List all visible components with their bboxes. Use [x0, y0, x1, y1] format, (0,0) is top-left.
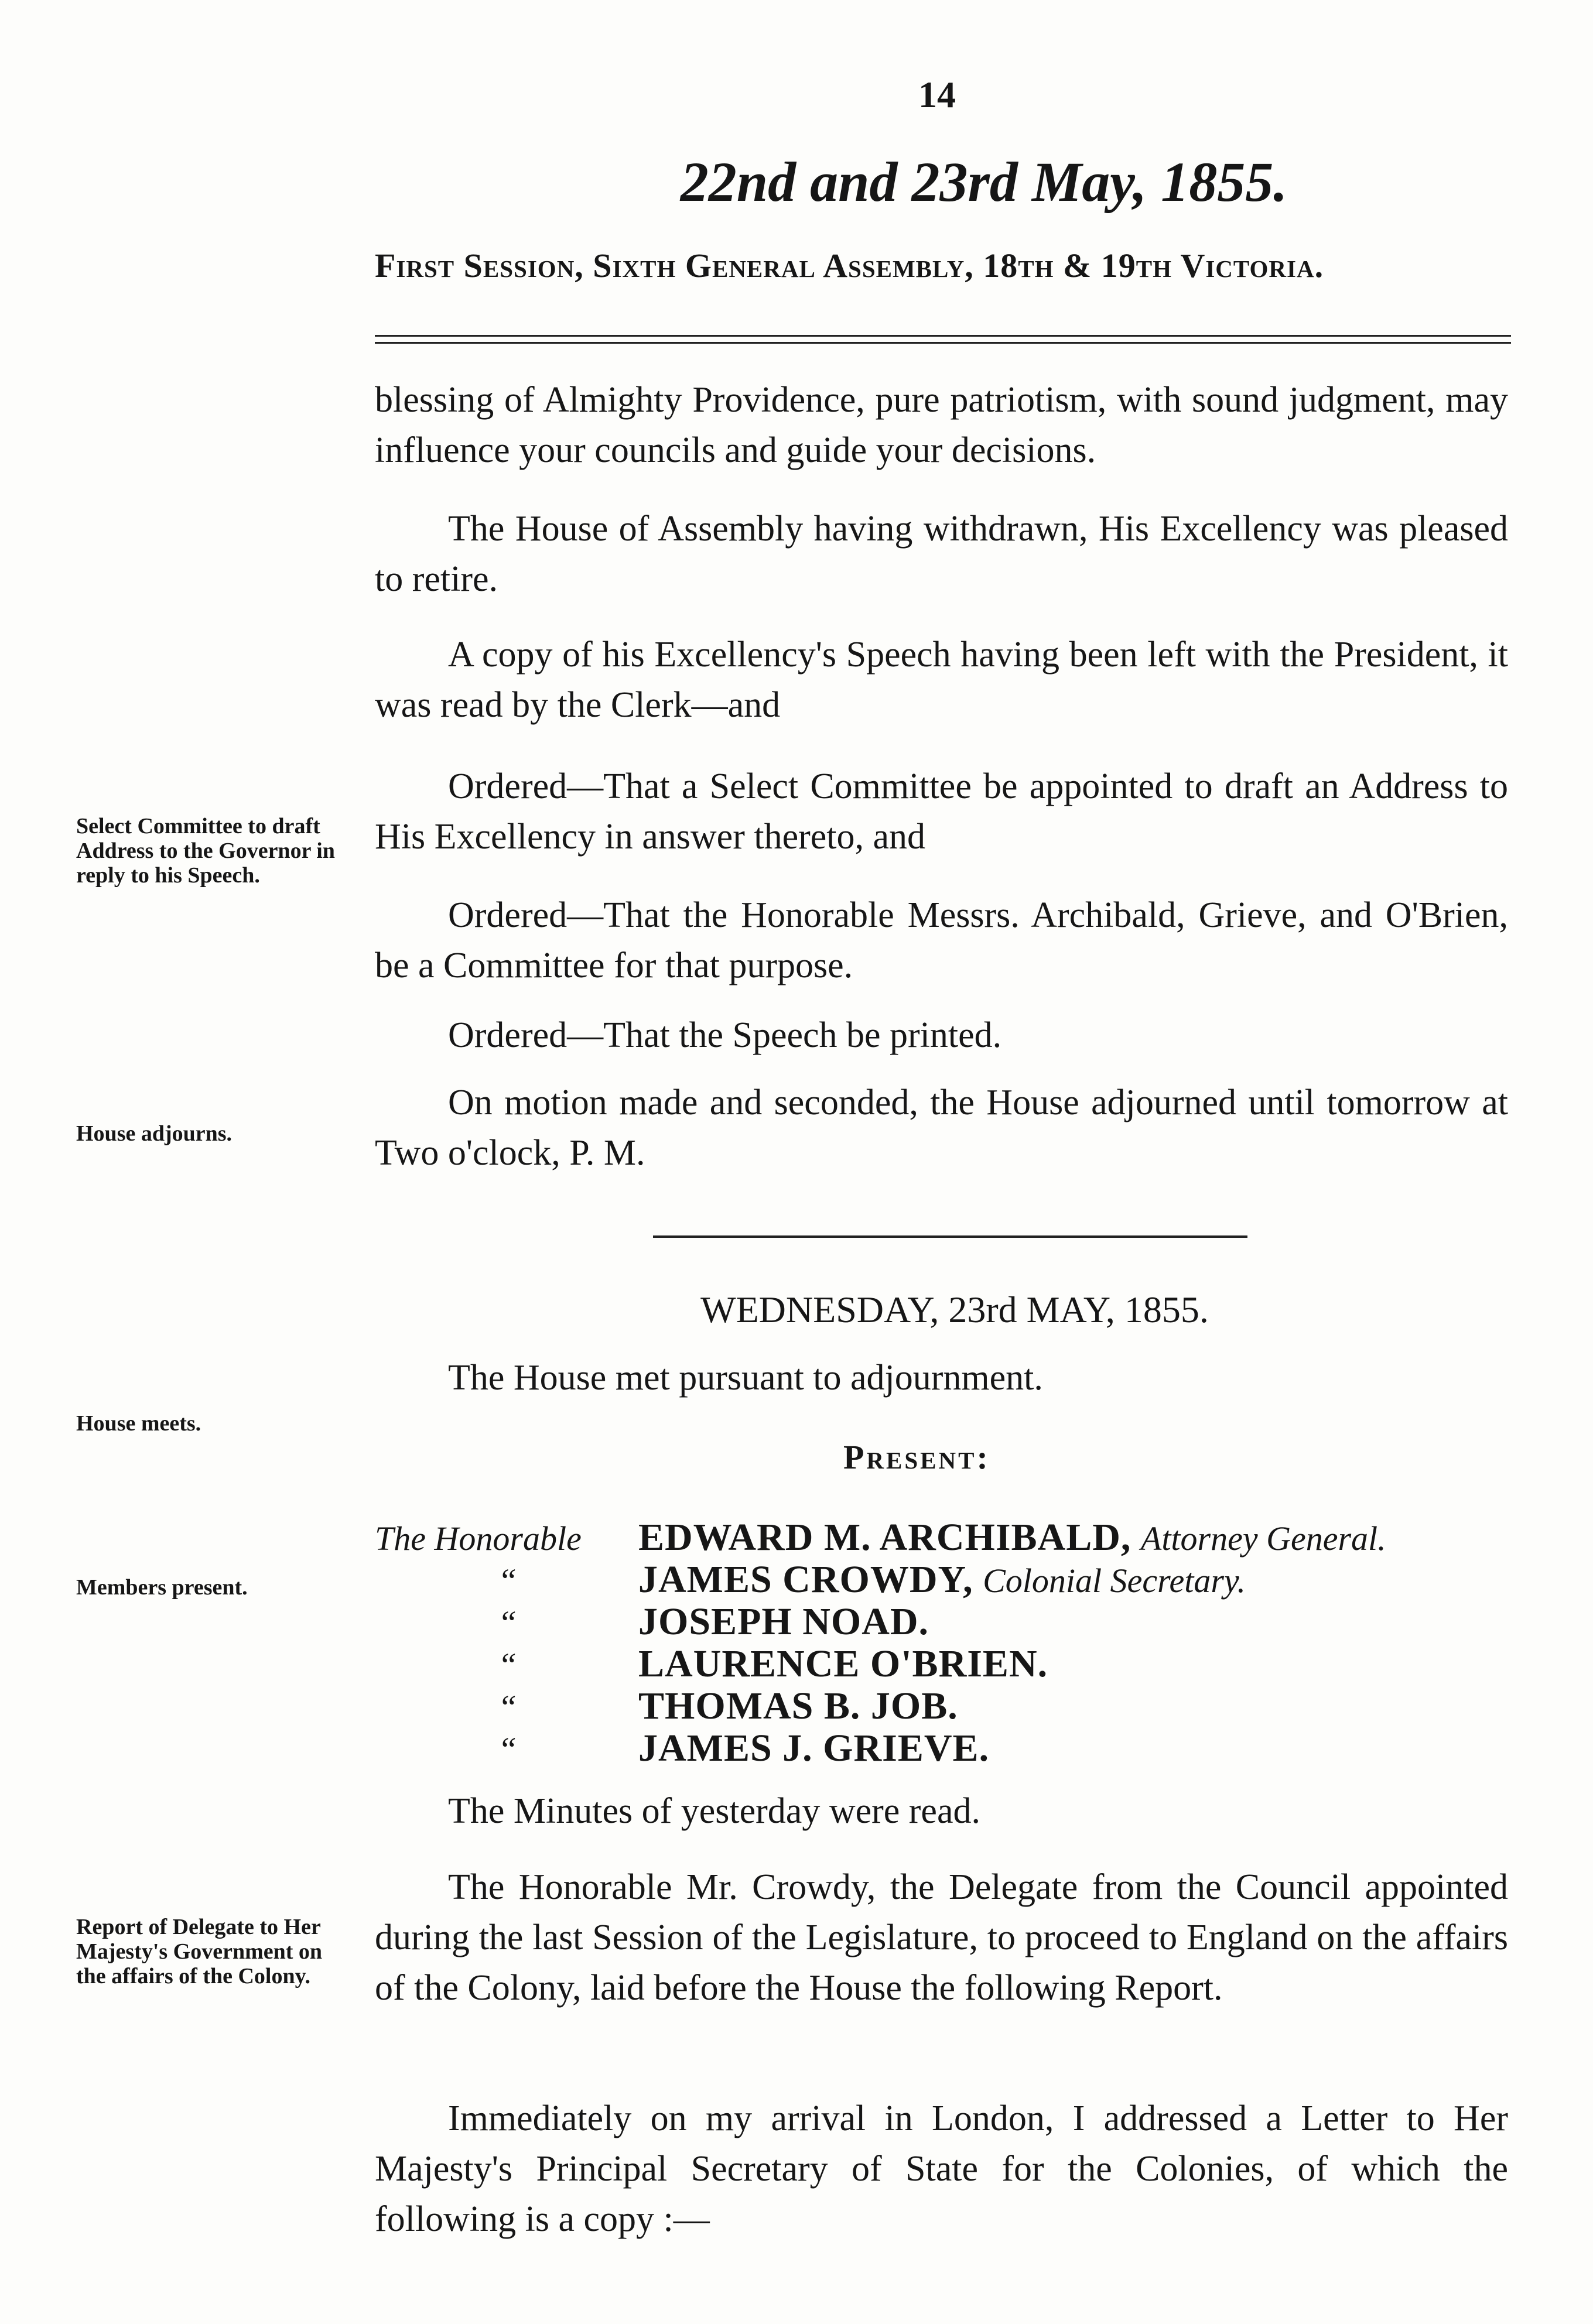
- ditto-mark: “: [498, 1646, 517, 1684]
- paragraph-text: The Minutes of yesterday were read.: [448, 1791, 980, 1831]
- paragraph-minutes-read: [375, 1786, 1508, 1836]
- member-name: LAURENCE O'BRIEN.: [638, 1642, 1048, 1685]
- page-number: 14: [918, 74, 956, 115]
- paragraph-text: The House of Assembly having withdrawn, His Excellency was pleased to retire.: [375, 509, 1508, 599]
- paragraph-ordered-committee: [375, 761, 1508, 862]
- paragraph-crowdy-report: [375, 1862, 1508, 2013]
- member-name: JAMES CROWDY,: [638, 1558, 973, 1601]
- paragraph-blessing: [375, 375, 1508, 475]
- member-prefix: [375, 1686, 638, 1729]
- member-prefix: [375, 1602, 638, 1644]
- section-divider: [653, 1235, 1247, 1238]
- member-office: Colonial Secretary.: [983, 1562, 1246, 1600]
- member-prefix: The Honorable: [375, 1519, 582, 1558]
- margin-note-house-meets: House meets.: [76, 1411, 201, 1436]
- margin-note-select-committee: Select Committee to draft Address to the Governor in reply to his Speech.: [76, 814, 335, 888]
- member-row: [375, 1643, 1523, 1685]
- members-list: [375, 1517, 1523, 1769]
- paragraph-house-withdrawn: [375, 504, 1508, 604]
- member-name: THOMAS B. JOB.: [638, 1685, 958, 1727]
- member-row: [375, 1727, 1523, 1769]
- paragraph-adjourned: [375, 1077, 1508, 1178]
- ditto-mark: “: [498, 1688, 517, 1726]
- paragraph-text: The Honorable Mr. Crowdy, the Delegate from the Council appointed during the last Session of the Legislature, to proceed to England on the affairs of the Colony, laid before the House the following Report.: [375, 1867, 1508, 2008]
- member-office: Attorney General.: [1140, 1519, 1386, 1558]
- paragraph-text: Immediately on my arrival in London, I addressed a Letter to Her Majesty's Principal Secretary of State for the Colonies, of which the following is a copy :—: [375, 2099, 1508, 2239]
- member-prefix: [375, 1729, 638, 1771]
- paragraph-text: On motion made and seconded, the House adjourned until tomorrow at Two o'clock, P. M.: [375, 1083, 1508, 1173]
- session-heading: First Session, Sixth General Assembly, 18th & 19th Victoria.: [375, 247, 1324, 285]
- date-heading: 22nd and 23rd May, 1855.: [680, 150, 1288, 213]
- paragraph-text: A copy of his Excellency's Speech having been left with the President, it was read by the Clerk—and: [375, 635, 1508, 725]
- member-row: [375, 1517, 1523, 1559]
- ditto-mark: “: [498, 1730, 517, 1768]
- paragraph-text: The House met pursuant to adjournment.: [448, 1358, 1043, 1398]
- paragraph-ordered-members: [375, 890, 1508, 991]
- ditto-mark: “: [498, 1562, 517, 1600]
- member-row: [375, 1559, 1523, 1601]
- member-name: EDWARD M. ARCHIBALD,: [638, 1516, 1131, 1559]
- paragraph-ordered-printed: [375, 1010, 1508, 1060]
- paragraph-text: blessing of Almighty Providence, pure patriotism, with sound judgment, may influence your councils and guide your decisions.: [375, 380, 1508, 470]
- margin-note-members-present: Members present.: [76, 1575, 248, 1600]
- present-label: Present:: [843, 1438, 990, 1476]
- paragraph-text: Ordered—That the Honorable Messrs. Archibald, Grieve, and O'Brien, be a Committee for that purpose.: [375, 895, 1508, 985]
- ditto-mark: “: [498, 1604, 517, 1642]
- paragraph-text: Ordered—That a Select Committee be appointed to draft an Address to His Excellency in answer thereto, and: [375, 766, 1508, 857]
- paragraph-letter: [375, 2093, 1508, 2244]
- member-row: [375, 1685, 1523, 1727]
- member-name: JAMES J. GRIEVE.: [638, 1727, 990, 1769]
- member-name: JOSEPH NOAD.: [638, 1600, 929, 1643]
- paragraph-house-met: [375, 1353, 1508, 1403]
- member-prefix: [375, 1560, 638, 1602]
- member-prefix: [375, 1644, 638, 1686]
- margin-note-house-adjourns: House adjourns.: [76, 1121, 233, 1146]
- double-rule-divider: [375, 335, 1511, 344]
- paragraph-speech-copy: [375, 629, 1508, 730]
- margin-note-report: Report of Delegate to Her Majesty's Government on the affairs of the Colony.: [76, 1915, 323, 1988]
- paragraph-text: Ordered—That the Speech be printed.: [448, 1015, 1002, 1055]
- wednesday-heading: WEDNESDAY, 23rd MAY, 1855.: [700, 1289, 1209, 1330]
- member-row: [375, 1601, 1523, 1643]
